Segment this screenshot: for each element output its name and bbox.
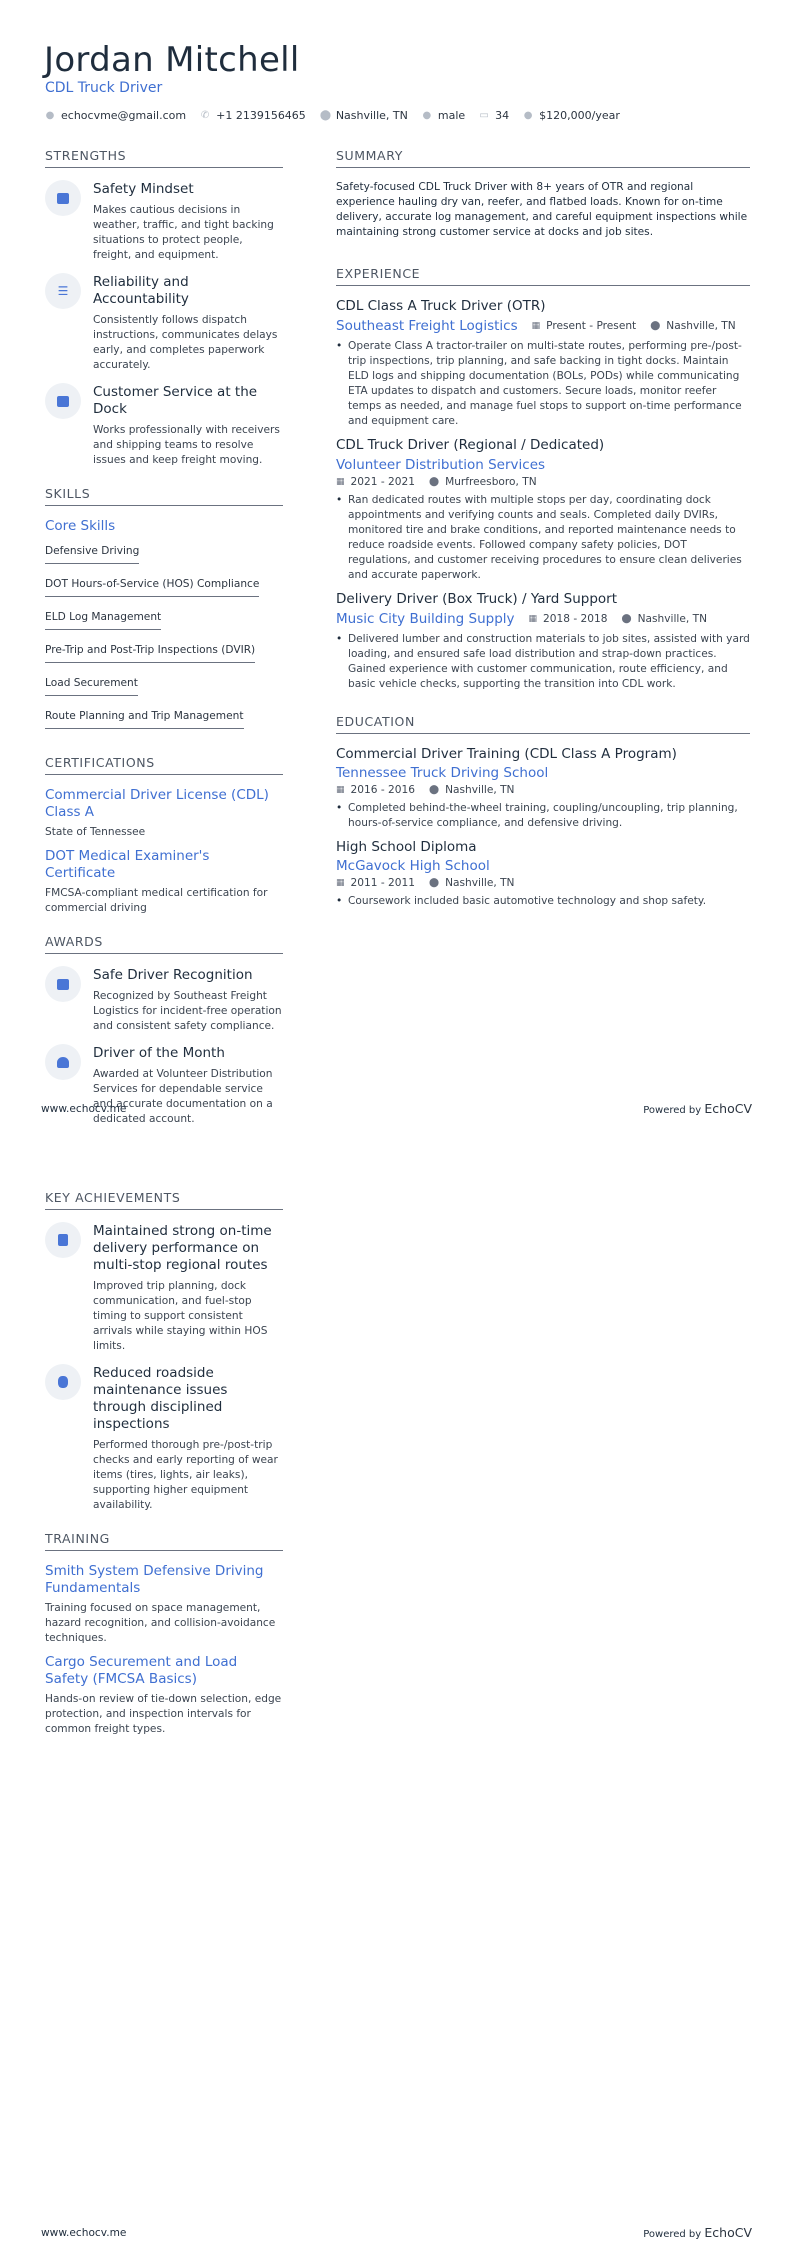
certification-name: Commercial Driver License (CDL) Class A xyxy=(45,787,269,820)
contact-email-text: echocvme@gmail.com xyxy=(61,109,187,122)
skill-item: Route Planning and Trip Management xyxy=(45,710,244,729)
candidate-name: Jordan Mitchell xyxy=(44,40,300,80)
education-entry xyxy=(336,839,750,909)
contact-location xyxy=(320,109,408,122)
section-title: SKILLS xyxy=(45,486,283,506)
education-dates: 2016 - 2016 xyxy=(350,784,415,796)
contact-location-text: Nashville, TN xyxy=(335,109,408,122)
calendar-icon: ▦ xyxy=(531,321,541,331)
education-entry xyxy=(336,746,750,831)
footer-website-link[interactable]: www.echocv.me xyxy=(41,2227,127,2239)
skill-item: Defensive Driving xyxy=(45,545,139,564)
award-desc: Recognized by Southeast Freight Logistics for incident-free operation and consistent safety compliance. xyxy=(93,990,282,1032)
contact-salary-text: $120,000/year xyxy=(539,109,620,122)
achievement-item xyxy=(45,1222,283,1354)
contact-age-text: 34 xyxy=(495,109,510,122)
skill-item: Pre-Trip and Post-Trip Inspections (DVIR) xyxy=(45,644,255,663)
location-pin-icon: ⬤ xyxy=(650,321,661,331)
contact-salary xyxy=(523,109,620,122)
certification-name: DOT Medical Examiner's Certificate xyxy=(45,848,210,881)
job-location: Nashville, TN xyxy=(637,613,707,625)
skill-item: Load Securement xyxy=(45,677,138,696)
monitor-icon xyxy=(45,966,81,1002)
calendar-icon: ▭ xyxy=(479,109,489,121)
summary-section xyxy=(336,148,750,240)
skills-section xyxy=(45,486,283,737)
degree-title: Commercial Driver Training (CDL Class A Program) xyxy=(336,746,677,762)
candidate-role: CDL Truck Driver xyxy=(45,80,163,96)
brand-logo-text: EchoCV xyxy=(704,1101,752,1116)
section-title: STRENGTHS xyxy=(45,148,283,168)
copy-icon xyxy=(45,1222,81,1258)
job-location: Nashville, TN xyxy=(666,320,736,332)
strength-desc: Works professionally with receivers and shipping teams to resolve issues and keep freight moving. xyxy=(93,424,280,466)
powered-by-label: Powered by xyxy=(643,2229,702,2240)
job-entry xyxy=(336,591,750,692)
job-entry xyxy=(336,298,750,429)
calendar-icon: ▦ xyxy=(336,785,345,795)
email-icon: ● xyxy=(45,109,55,121)
salary-icon: ● xyxy=(523,109,533,121)
job-bullet: • Delivered lumber and construction materials to job sites, assisted with yard loading, and ensured safe load distribution and strap-down practices. Gained experience with customer communication, route efficiency, and basic vehicle checks, supporting the transition into CDL work. xyxy=(336,632,750,692)
strength-item xyxy=(45,273,283,373)
education-dates: 2011 - 2011 xyxy=(350,877,415,889)
phone-icon: ✆ xyxy=(200,109,210,121)
section-title: KEY ACHIEVEMENTS xyxy=(45,1190,283,1210)
brand-logo-text: EchoCV xyxy=(704,2225,752,2240)
school-name: Tennessee Truck Driving School xyxy=(336,765,549,781)
training-desc: Training focused on space management, hazard recognition, and collision-avoidance techniques. xyxy=(45,1602,276,1644)
contact-gender-text: male xyxy=(437,109,466,122)
award-item xyxy=(45,966,283,1034)
education-section xyxy=(336,714,750,909)
left-column xyxy=(45,1190,283,1737)
achievements-section xyxy=(45,1190,283,1513)
database-icon xyxy=(45,1364,81,1400)
calendar-icon: ▦ xyxy=(336,477,345,487)
training-section xyxy=(45,1531,283,1737)
code-icon xyxy=(45,383,81,419)
education-bullet: • Completed behind-the-wheel training, coupling/uncoupling, trip planning, hours-of-service compliance, and defensive driving. xyxy=(336,801,750,831)
location-icon: ⬤ xyxy=(319,109,332,121)
experience-section xyxy=(336,266,750,692)
chat-icon xyxy=(45,180,81,216)
job-bullet: • Ran dedicated routes with multiple stops per day, coordinating dock appointments and verifying counts and seals. Completed daily DVIRs, monitored tire and brake conditions, and reported maintenance needs to reduce roadside events. Followed company safety policies, DOT regulations, and customer receiving procedures to ensure clean deliveries and accurate paperwork. xyxy=(336,493,750,583)
strength-item xyxy=(45,383,283,468)
certifications-section xyxy=(45,755,283,916)
footer-powered-by[interactable] xyxy=(643,1101,752,1116)
award-desc: Awarded at Volunteer Distribution Services for dependable service and accurate documentation on a dedicated account. xyxy=(93,1068,273,1125)
job-title: CDL Truck Driver (Regional / Dedicated) xyxy=(336,437,605,453)
job-location: Murfreesboro, TN xyxy=(445,476,537,488)
achievement-desc: Performed thorough pre-/post-trip checks and early reporting of wear items (tires, lights, air leaks), supporting higher equipment availability. xyxy=(93,1439,278,1511)
hat-icon xyxy=(45,1044,81,1080)
summary-text: Safety-focused CDL Truck Driver with 8+ years of OTR and regional experience hauling dry van, reefer, and flatbed loads. Known for on-time delivery, accurate log management, and careful equipment inspections while maintaining strong customer service at docks and job sites. xyxy=(336,181,748,238)
strength-desc: Consistently follows dispatch instructions, communicates delays early, and completes paperwork accurately. xyxy=(93,314,278,371)
location-pin-icon: ⬤ xyxy=(429,878,440,888)
section-title: AWARDS xyxy=(45,934,283,954)
right-column xyxy=(336,148,750,909)
award-title: Driver of the Month xyxy=(93,1045,225,1061)
strength-desc: Makes cautious decisions in weather, traffic, and tight backing situations to protect people, freight, and equipment. xyxy=(93,204,274,261)
school-name: McGavock High School xyxy=(336,858,490,874)
section-title: EDUCATION xyxy=(336,714,750,734)
contact-phone-text: +1 2139156465 xyxy=(216,109,306,122)
powered-by-label: Powered by xyxy=(643,1105,702,1116)
section-title: TRAINING xyxy=(45,1531,283,1551)
contact-age xyxy=(479,109,509,122)
education-bullet: • Coursework included basic automotive technology and shop safety. xyxy=(336,894,750,909)
strength-item xyxy=(45,180,283,263)
awards-section xyxy=(45,934,283,1127)
location-pin-icon: ⬤ xyxy=(429,785,440,795)
strength-title: Customer Service at the Dock xyxy=(93,384,258,417)
strength-title: Safety Mindset xyxy=(93,181,194,197)
degree-title: High School Diploma xyxy=(336,839,477,855)
contact-email[interactable] xyxy=(45,109,186,122)
job-title: Delivery Driver (Box Truck) / Yard Support xyxy=(336,591,618,607)
achievement-title: Maintained strong on-time delivery performance on multi-stop regional routes xyxy=(93,1223,272,1273)
strength-title: Reliability and Accountability xyxy=(93,274,189,307)
section-title: EXPERIENCE xyxy=(336,266,750,286)
job-dates: Present - Present xyxy=(546,320,637,332)
contact-gender xyxy=(422,109,465,122)
resume-page-2 xyxy=(0,1123,794,2246)
calendar-icon: ▦ xyxy=(336,878,345,888)
job-dates: 2018 - 2018 xyxy=(543,613,608,625)
training-name: Smith System Defensive Driving Fundamentals xyxy=(45,1563,264,1596)
education-location: Nashville, TN xyxy=(445,877,515,889)
left-column xyxy=(45,148,283,1137)
achievement-desc: Improved trip planning, dock communication, and fuel-stop timing to support consistent arrivals while staying within HOS limits. xyxy=(93,1280,268,1352)
education-location: Nashville, TN xyxy=(445,784,515,796)
achievement-title: Reduced roadside maintenance issues through disciplined inspections xyxy=(93,1365,228,1432)
certification-desc: FMCSA-compliant medical certification for commercial driving xyxy=(45,887,268,914)
certification-desc: State of Tennessee xyxy=(45,826,146,838)
job-bullet: • Operate Class A tractor-trailer on multi-state routes, performing pre-/post-trip inspections, trip planning, and safe backing in tight docks. Maintain ELD logs and shipping documentation (BOLs, PODs) while communicating ETA updates to dispatch and customers. Secure loads, monitor reefer temps as needed, and manage fuel stops to support on-time performance and equipment care. xyxy=(336,339,750,429)
contact-phone[interactable] xyxy=(200,109,306,122)
company-name: Southeast Freight Logistics xyxy=(336,318,518,334)
contact-bar xyxy=(45,109,620,122)
training-name: Cargo Securement and Load Safety (FMCSA Basics) xyxy=(45,1654,238,1687)
location-pin-icon: ⬤ xyxy=(429,477,440,487)
skill-item: DOT Hours-of-Service (HOS) Compliance xyxy=(45,578,259,597)
location-pin-icon: ⬤ xyxy=(621,614,632,624)
footer-website-link[interactable]: www.echocv.me xyxy=(41,1103,127,1115)
calendar-icon: ▦ xyxy=(528,614,538,624)
award-title: Safe Driver Recognition xyxy=(93,967,253,983)
section-title: CERTIFICATIONS xyxy=(45,755,283,775)
company-name: Music City Building Supply xyxy=(336,611,515,627)
job-dates: 2021 - 2021 xyxy=(350,476,415,488)
skill-group-title: Core Skills xyxy=(45,518,116,534)
skill-item: ELD Log Management xyxy=(45,611,161,630)
strengths-section xyxy=(45,148,283,468)
section-title: SUMMARY xyxy=(336,148,750,168)
footer-powered-by[interactable] xyxy=(643,2225,752,2240)
sliders-icon: ☰ xyxy=(45,273,81,309)
job-title: CDL Class A Truck Driver (OTR) xyxy=(336,298,546,314)
training-desc: Hands-on review of tie-down selection, edge protection, and inspection intervals for common freight types. xyxy=(45,1693,282,1735)
achievement-item xyxy=(45,1364,283,1513)
job-entry xyxy=(336,437,750,583)
company-name: Volunteer Distribution Services xyxy=(336,457,546,473)
person-icon: ● xyxy=(422,109,432,121)
